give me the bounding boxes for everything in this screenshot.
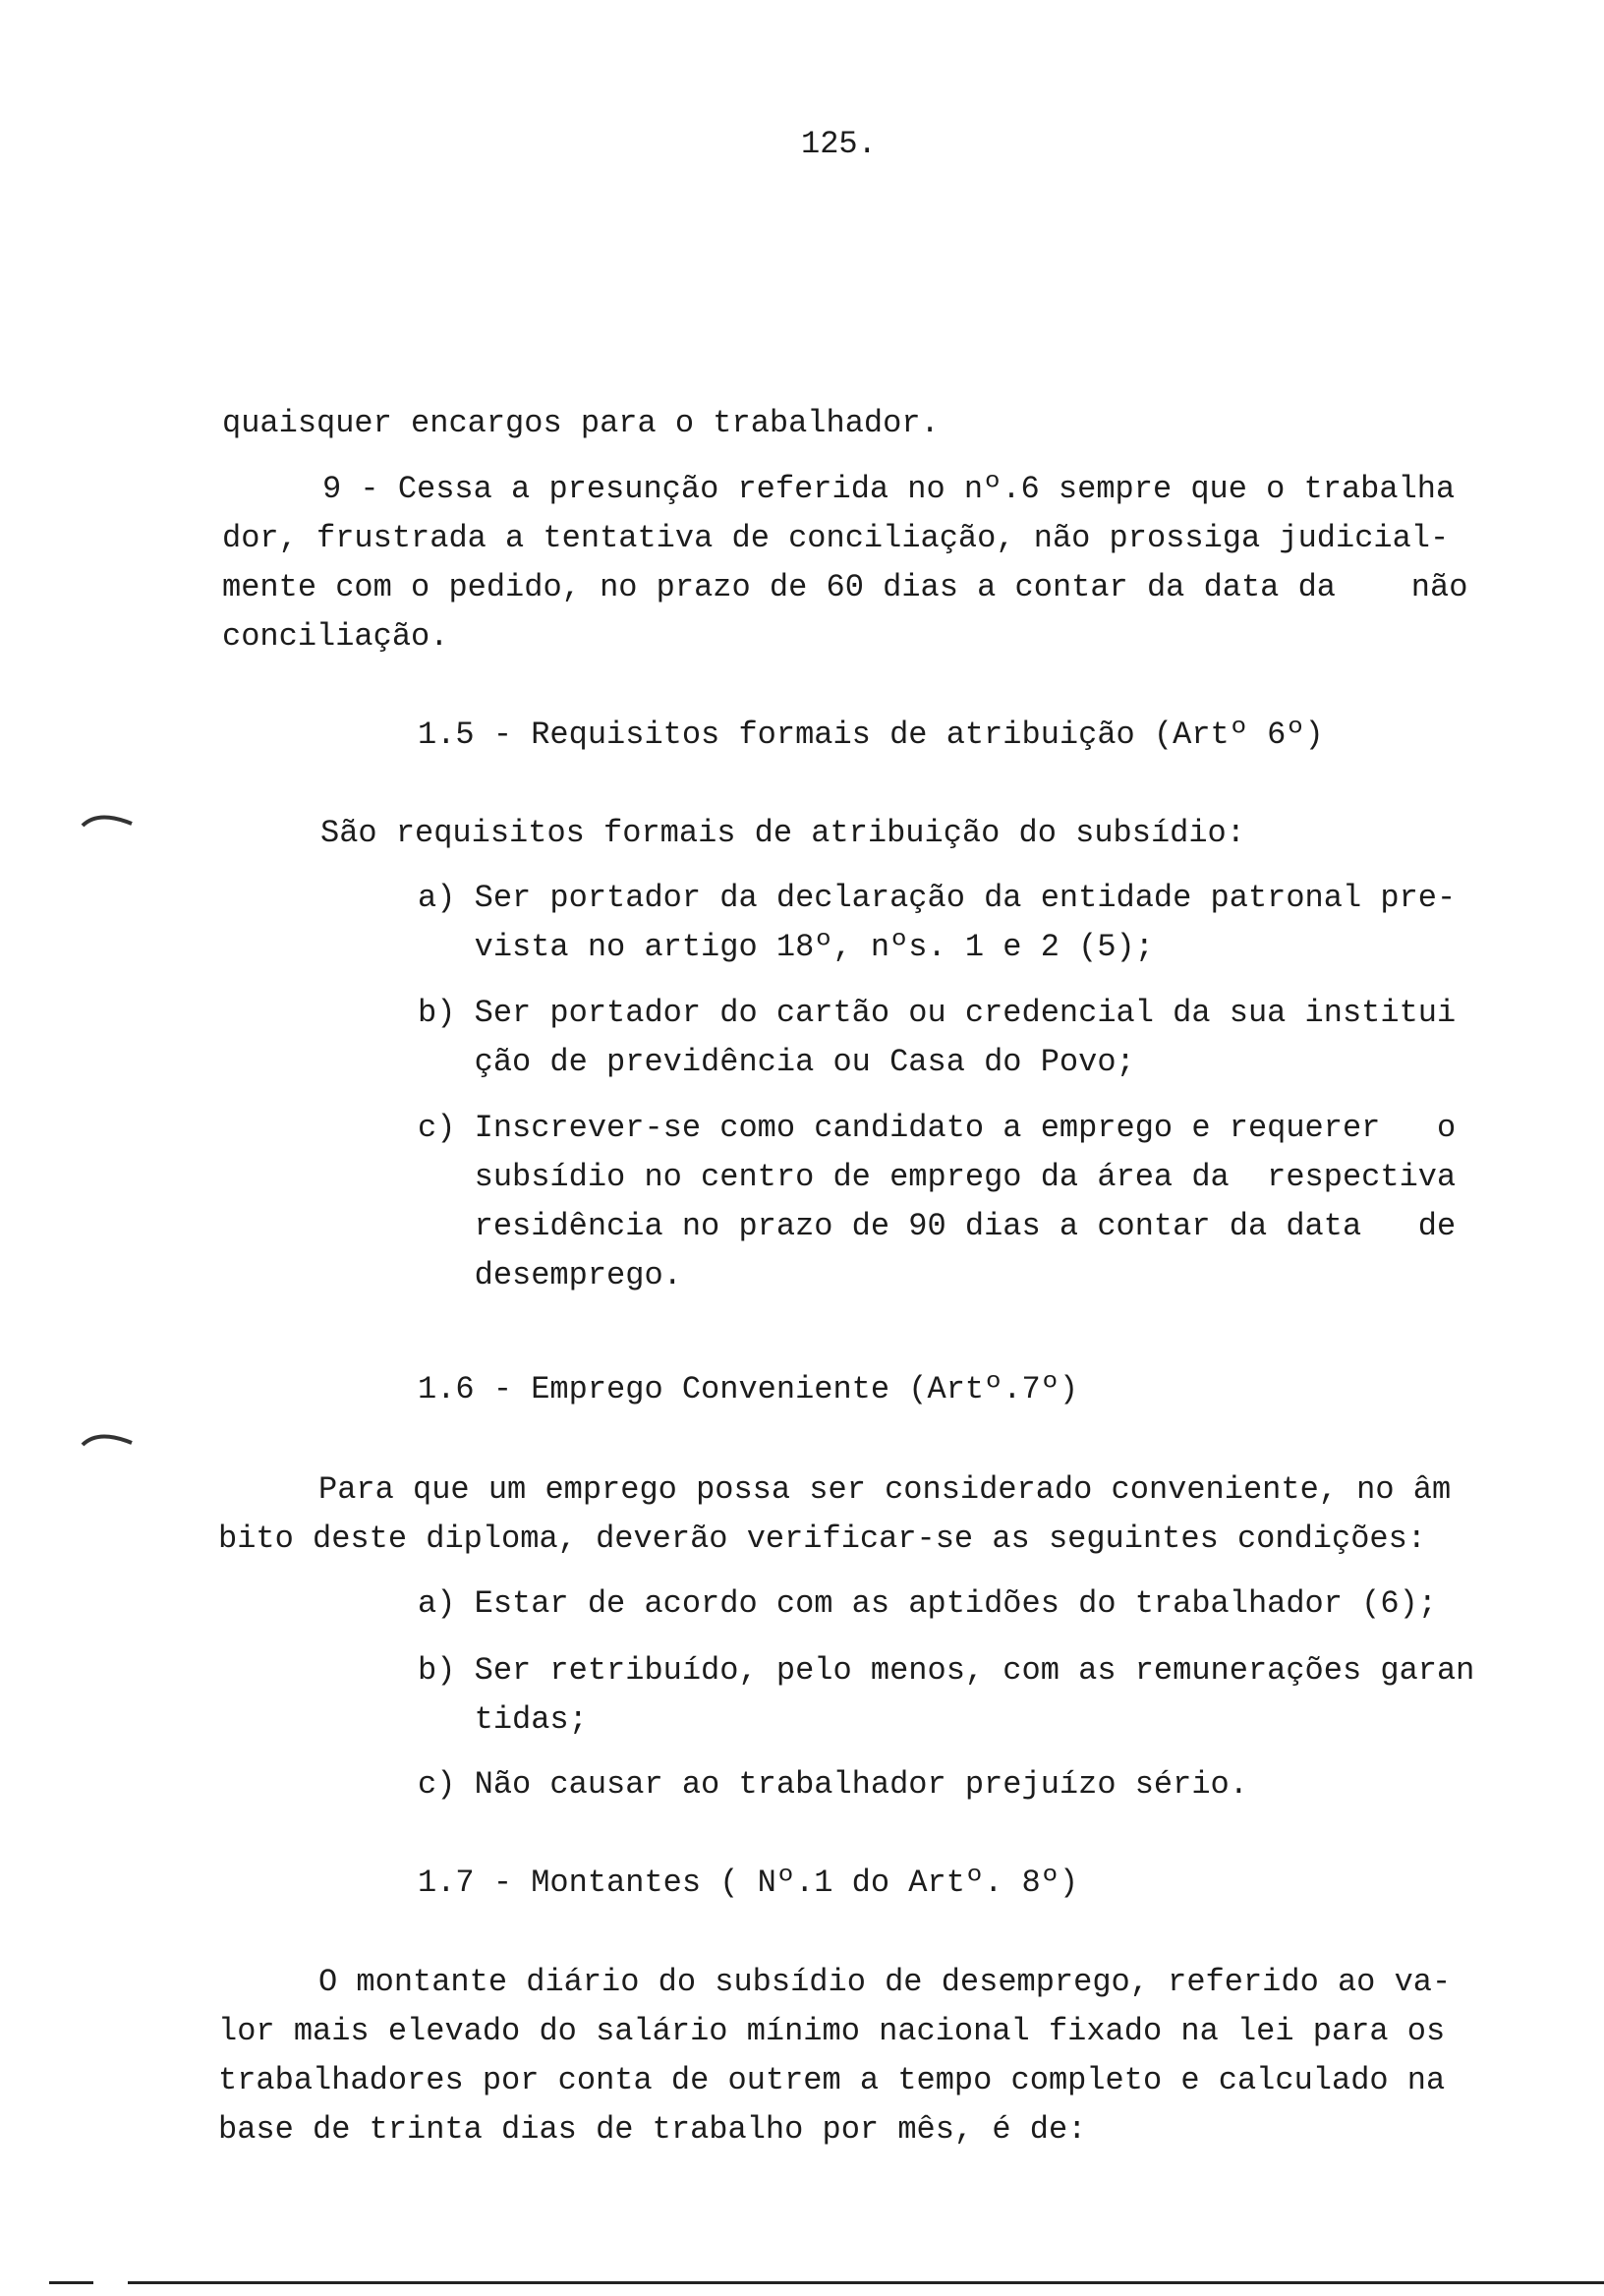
section-1-7-para-line-4: base de trinta dias de trabalho por mês, é de: bbox=[218, 2111, 1087, 2148]
requirement-c-line-4: desemprego. bbox=[418, 1257, 682, 1293]
item-9-line-4: conciliação. bbox=[222, 618, 449, 655]
requirement-a-line-2: vista no artigo 18º, nºs. 1 e 2 (5); bbox=[418, 929, 1154, 965]
section-1-6-intro-line-1: Para que um emprego possa ser considerado conveniente, no âm bbox=[318, 1471, 1452, 1508]
footer-rule-left bbox=[49, 2281, 93, 2284]
item-9-line-3: mente com o pedido, no prazo de 60 dias a contar da data da não bbox=[222, 569, 1468, 605]
margin-mark-1 bbox=[79, 804, 138, 833]
paragraph-continuation: quaisquer encargos para o trabalhador. bbox=[222, 405, 940, 441]
condition-c: c) Não causar ao trabalhador prejuízo sério. bbox=[418, 1766, 1248, 1803]
margin-mark-2 bbox=[79, 1423, 138, 1453]
page-number: 125. bbox=[801, 126, 877, 162]
requirement-b-line-1: b) Ser portador do cartão ou credencial da sua institui bbox=[418, 995, 1457, 1031]
condition-a: a) Estar de acordo com as aptidões do trabalhador (6); bbox=[418, 1585, 1437, 1622]
requirement-c-line-2: subsídio no centro de emprego da área da respectiva bbox=[418, 1159, 1457, 1195]
section-1-5-heading: 1.5 - Requisitos formais de atribuição (Artº 6º) bbox=[418, 717, 1324, 753]
footer-rule bbox=[128, 2281, 1604, 2284]
section-1-6-heading: 1.6 - Emprego Conveniente (Artº.7º) bbox=[418, 1371, 1079, 1407]
section-1-7-para-line-3: trabalhadores por conta de outrem a tempo completo e calculado na bbox=[218, 2062, 1446, 2098]
section-1-7-heading: 1.7 - Montantes ( Nº.1 do Artº. 8º) bbox=[418, 1865, 1079, 1901]
condition-b-line-2: tidas; bbox=[418, 1701, 588, 1738]
requirement-a-line-1: a) Ser portador da declaração da entidade patronal pre- bbox=[418, 880, 1457, 916]
item-9-line-2: dor, frustrada a tentativa de conciliação, não prossiga judicial- bbox=[222, 520, 1450, 556]
requirement-c-line-1: c) Inscrever-se como candidato a emprego e requerer o bbox=[418, 1110, 1457, 1146]
item-9-line-1: 9 - Cessa a presunção referida no nº.6 sempre que o trabalha bbox=[322, 471, 1456, 507]
section-1-7-para-line-2: lor mais elevado do salário mínimo nacional fixado na lei para os bbox=[218, 2013, 1446, 2049]
requirement-c-line-3: residência no prazo de 90 dias a contar da data de bbox=[418, 1208, 1457, 1244]
section-1-5-intro: São requisitos formais de atribuição do subsídio: bbox=[320, 815, 1245, 851]
section-1-7-para-line-1: O montante diário do subsídio de desemprego, referido ao va- bbox=[318, 1964, 1452, 2000]
section-1-6-intro-line-2: bito deste diploma, deverão verificar-se as seguintes condições: bbox=[218, 1521, 1426, 1557]
requirement-b-line-2: ção de previdência ou Casa do Povo; bbox=[418, 1044, 1135, 1080]
condition-b-line-1: b) Ser retribuído, pelo menos, com as remunerações garan bbox=[418, 1652, 1475, 1689]
